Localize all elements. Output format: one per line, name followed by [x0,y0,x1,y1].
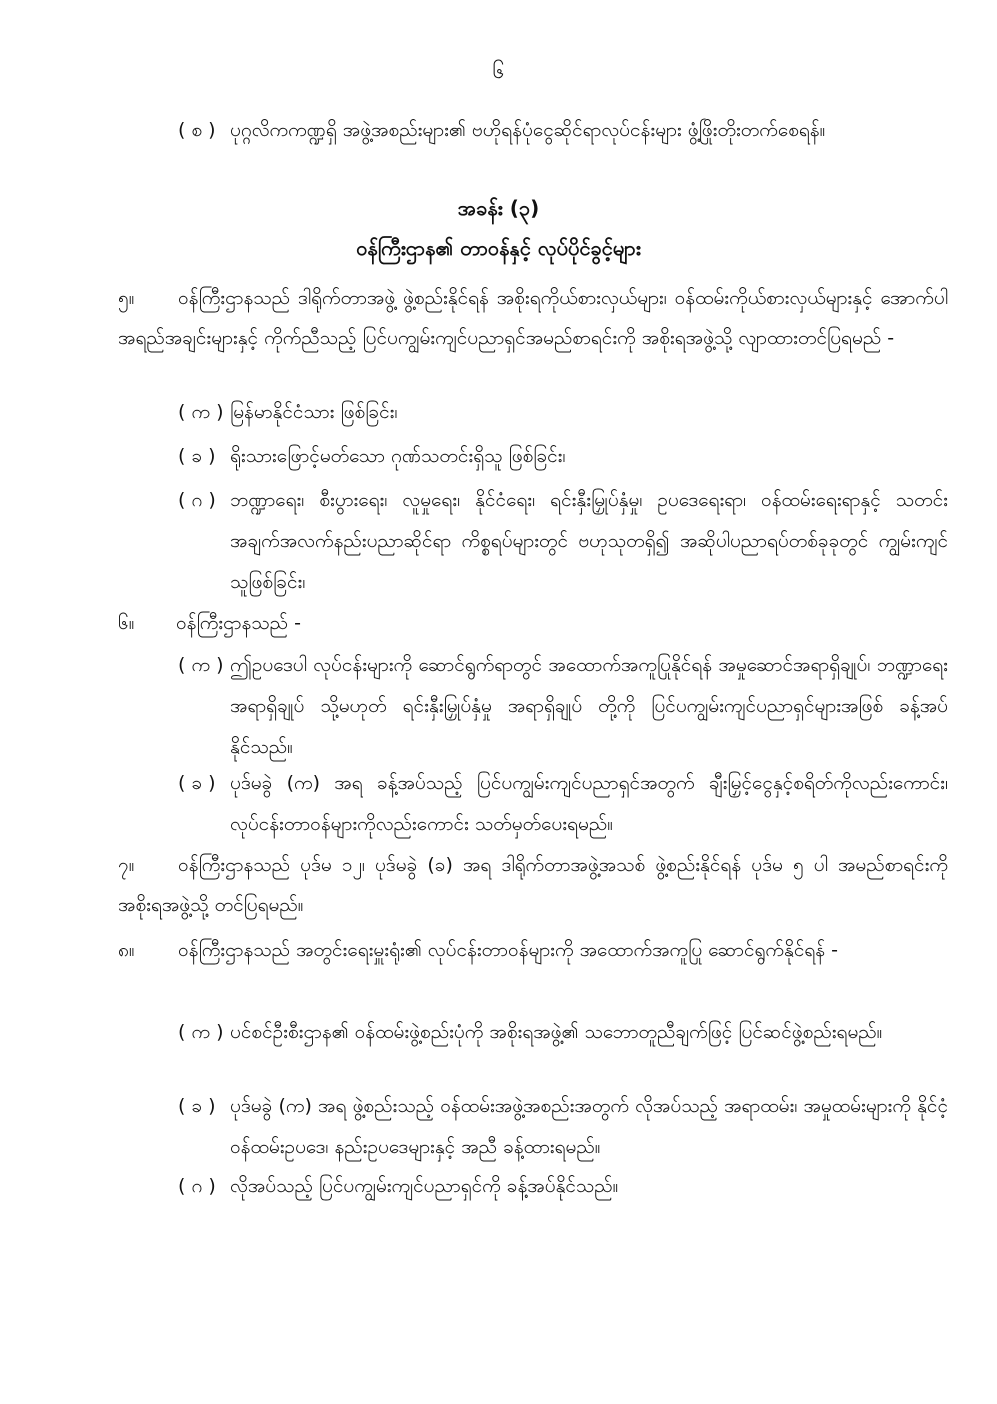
sec6-item-kha [178,763,948,845]
sec8-item-ka [178,1012,948,1094]
sec8-item-kha [178,1086,948,1168]
section-number: ၅။ [118,287,135,309]
sec5-item-ga [178,480,948,603]
item-label: ( ဂ ) [178,1175,216,1197]
section-text: ဝန်ကြီးဌာနသည် ပုဒ်မ ၁၂၊ ပုဒ်မခွဲ (ခ) အရ ဒါရိုက်တာအဖွဲ့အသစ် ဖွဲ့စည်းနိုင်ရန် ပုဒ်မ ၅ ပါ အမည်စာရင်းကို အစိုးရအဖွဲ့သို့ တင်ပြရမည်။ [118,854,948,916]
item-text: လိုအပ်သည့် ပြင်ပကျွမ်းကျင်ပညာရှင်ကို ခန့်အပ်နိုင်သည်။ [230,1175,619,1197]
section-8 [118,930,948,1012]
item-text: ပုဒ်မခွဲ (က) အရ ဖွဲ့စည်းသည့် ဝန်ထမ်းအဖွဲ့အစည်းအတွက် လိုအပ်သည့် အရာထမ်း၊ အမှုထမ်းများကို နိုင်ငံ့ဝန်ထမ်းဥပဒေ၊ နည်းဥပဒေများနှင့် အညီ ခန့်ထားရမည်။ [230,1095,948,1158]
sec6-item-ka [178,645,948,768]
section-lead: ဝန်ကြီးဌာနသည် - [176,612,301,634]
item-text: ရိုးသားဖြောင့်မတ်သော ဂုဏ်သတင်းရှိသူ ဖြစ်ခြင်း၊ [230,445,566,467]
item-text: ပုဂ္ဂလိကကဏ္ဍရှိ အဖွဲ့အစည်းများ၏ ဗဟိုရန်ပုံငွေဆိုင်ရာလုပ်ငန်းများ ဖွံ့ဖြိုးတိုးတက်စေရန်။ [230,119,826,141]
chapter-number: အခန်း (၃) [457,196,540,220]
section-number: ၈။ [118,939,135,961]
section-text: ဝန်ကြီးဌာနသည် ဒါရိုက်တာအဖွဲ့ ဖွဲ့စည်းနိုင်ရန် အစိုးရကိုယ်စားလှယ်များ၊ ဝန်ထမ်းကိုယ်စားလှယ်များနှင့် အောက်ပါအရည်အချင်းများနှင့် ကိုက်ညီသည့် ပြင်ပကျွမ်းကျင်ပညာရှင်အမည်စာရင်းကို အစိုးရအဖွဲ့သို့ လျာထားတင်ပြရမည် - [118,287,948,349]
item-text: ဤဥပဒေပါ လုပ်ငန်းများကို ဆောင်ရွက်ရာတွင် အထောက်အကူပြုနိုင်ရန် အမှုဆောင်အရာရှိချုပ်၊ ဘဏ္ဍာရေး အရာရှိချုပ် သို့မဟုတ် ရင်းနှီးမြှုပ်နှံမှု အရာရှိချုပ် တို့ကို ပြင်ပကျွမ်းကျင်ပညာရှင်များအဖြစ် ခန့်အပ်နိုင်သည်။ [230,654,948,758]
item-label: ( က ) [178,1021,224,1043]
sec8-item-ga [178,1166,948,1207]
chapter-title: ဝန်ကြီးဌာန၏ တာဝန်နှင့် လုပ်ပိုင်ခွင့်များ [356,236,641,260]
item-text: ပင်စင်ဦးစီးဌာန၏ ဝန်ထမ်းဖွဲ့စည်းပုံကို အစိုးရအဖွဲ့၏ သဘောတူညီချက်ဖြင့် ပြင်ဆင်ဖွဲ့စည်းရမည်။ [230,1021,883,1043]
section-5 [118,278,948,402]
item-label: ( က ) [178,654,224,676]
section-7 [118,845,948,927]
item-label: ( ခ ) [178,445,216,467]
section-number: ၇။ [118,854,135,876]
item-text: ဘဏ္ဍာရေး၊ စီးပွားရေး၊ လူမှုရေး၊ နိုင်ငံရေး၊ ရင်းနှီးမြှုပ်နှံမှု၊ ဥပဒေရေးရာ၊ ဝန်ထမ်းရေးရာနှင့် သတင်းအချက်အလက်နည်းပညာဆိုင်ရာ ကိစ္စရပ်များတွင် ဗဟုသုတရှိ၍ အဆိုပါပညာရပ်တစ်ခုခုတွင် ကျွမ်းကျင်သူဖြစ်ခြင်း၊ [230,489,948,593]
item-label: ( ဂ ) [178,489,216,511]
section-6 [118,603,948,643]
item-label: ( စ ) [178,119,216,141]
item-label: ( ခ ) [178,1095,216,1117]
item-text: မြန်မာနိုင်ငံသား ဖြစ်ခြင်း၊ [230,401,398,423]
section-number: ၆။ [118,612,135,634]
item-e [178,110,948,192]
item-text: ပုဒ်မခွဲ (က) အရ ခန့်အပ်သည့် ပြင်ပကျွမ်းကျင်ပညာရှင်အတွက် ချီးမြှင့်ငွေနှင့်စရိတ်ကိုလည်းကောင်း၊ လုပ်ငန်းတာဝန်များကိုလည်းကောင်း သတ်မှတ်ပေးရမည်။ [230,772,948,835]
item-label: ( က ) [178,401,224,423]
sec5-item-kha [178,436,948,477]
section-text: ဝန်ကြီးဌာနသည် အတွင်းရေးမှူးရုံး၏ လုပ်ငန်းတာဝန်များကို အထောက်အကူပြု ဆောင်ရွက်နိုင်ရန် - [178,939,839,961]
item-label: ( ခ ) [178,772,216,794]
page-number: ၆ [492,59,505,83]
sec5-item-ka [178,392,948,433]
